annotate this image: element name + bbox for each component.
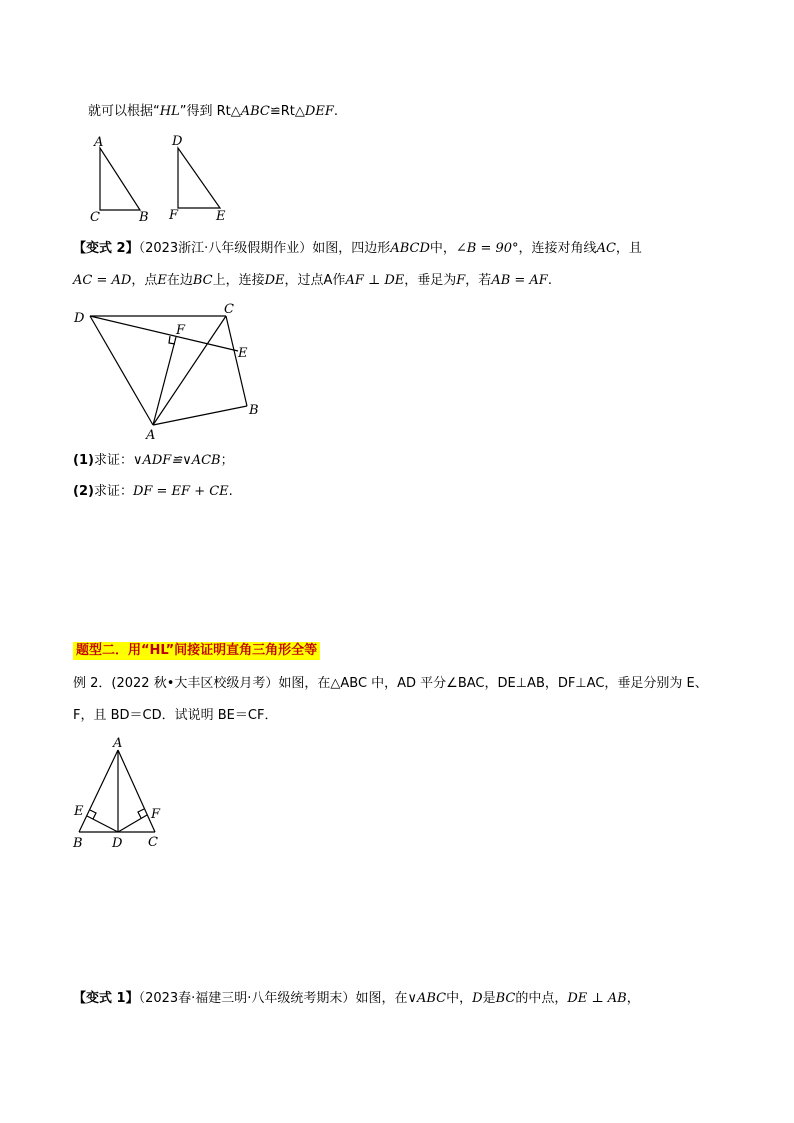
label-e: E bbox=[238, 346, 248, 361]
label-d: D bbox=[172, 134, 183, 149]
math-bc: BC bbox=[495, 991, 516, 1006]
math-ac: AC bbox=[596, 241, 616, 256]
section-heading: 题型二．用“HL”间接证明直角三角形全等 bbox=[73, 642, 320, 660]
label-f: F bbox=[169, 208, 179, 223]
math-perp: AF ⊥ DE bbox=[345, 273, 405, 288]
label-e: E bbox=[216, 209, 226, 224]
seg-df bbox=[118, 815, 147, 832]
seg-de bbox=[87, 816, 118, 832]
math-point: E bbox=[157, 273, 167, 288]
label-b: B bbox=[73, 836, 83, 851]
math-bc: BC bbox=[192, 273, 213, 288]
label-d: D bbox=[74, 311, 85, 326]
text-segment: 的中点， bbox=[515, 991, 568, 1006]
label-a: A bbox=[146, 428, 156, 443]
text-segment: . bbox=[333, 104, 338, 119]
label-c: C bbox=[90, 210, 100, 225]
label-b: B bbox=[139, 210, 149, 225]
math-de: DE bbox=[264, 273, 285, 288]
text-segment: 如图，四边形 bbox=[312, 241, 391, 256]
seg-ab bbox=[79, 750, 118, 832]
text-segment: ≌Rt△ bbox=[269, 104, 305, 119]
math-perp: DE ⊥ AB bbox=[567, 991, 627, 1006]
question-expression: DF = EF + CE bbox=[132, 484, 229, 499]
example2-line2: F，且 BD＝CD．试说明 BE＝CF． bbox=[73, 708, 278, 723]
example2-line1: 例 2．(2022 秋•大丰区校级月考）如图，在△ABC 中，AD 平分∠BAC，DE⊥AB，DF⊥AC，垂足分别为 E、 bbox=[73, 676, 708, 691]
question-text: 求证： bbox=[93, 484, 133, 499]
question-expression: ∨ADF≌∨ACB bbox=[132, 453, 221, 468]
math-triangle: ∨ABC bbox=[407, 991, 447, 1006]
math-point: D bbox=[472, 991, 483, 1006]
text-segment: ，连接对角线 bbox=[518, 241, 597, 256]
triangle-def: DEF bbox=[304, 104, 334, 119]
math-eq: AB = AF bbox=[491, 273, 548, 288]
seg-ac bbox=[118, 750, 155, 832]
variant-tag: 【变式 2】 bbox=[73, 241, 139, 256]
label-c: C bbox=[224, 302, 234, 317]
hl-term: HL bbox=[159, 104, 180, 119]
math-point: F bbox=[456, 273, 466, 288]
label-a: A bbox=[94, 135, 104, 150]
text-segment: 如图，在 bbox=[355, 991, 408, 1006]
text-segment: 就可以根据“ bbox=[88, 104, 160, 119]
label-f: F bbox=[176, 323, 186, 338]
math-quad: ABCD bbox=[390, 241, 430, 256]
text-segment: 是 bbox=[482, 991, 496, 1006]
text-segment: . bbox=[547, 273, 552, 288]
source-note: （2023春·福建三明·八年级统考期末） bbox=[138, 991, 356, 1006]
text-segment: ，点 bbox=[131, 273, 158, 288]
label-e: E bbox=[74, 804, 84, 819]
variant1-line1 bbox=[73, 990, 640, 1008]
variant-tag: 【变式 1】 bbox=[73, 991, 139, 1006]
text-segment: 中， bbox=[429, 241, 456, 256]
label-a: A bbox=[113, 736, 123, 751]
text-segment: 在边 bbox=[166, 273, 193, 288]
label-b: B bbox=[249, 403, 259, 418]
text-segment: ，且 bbox=[615, 241, 642, 256]
question-number: (1) bbox=[73, 453, 94, 468]
text-segment: ，若 bbox=[465, 273, 492, 288]
text-segment: ，垂足为 bbox=[404, 273, 457, 288]
math-angle: ∠B = 90° bbox=[455, 241, 519, 256]
label-c: C bbox=[148, 835, 158, 850]
triangle-abc: ABC bbox=[240, 104, 270, 119]
question-number: (2) bbox=[73, 484, 94, 499]
text-segment: ； bbox=[220, 453, 234, 468]
label-f: F bbox=[151, 807, 161, 822]
math-eq: AC = AD bbox=[73, 273, 132, 288]
text-segment: 中， bbox=[446, 991, 473, 1006]
text-segment: ，过点A作 bbox=[284, 273, 346, 288]
text-segment: ”得到 Rt△ bbox=[179, 104, 241, 119]
text-segment: 上，连接 bbox=[212, 273, 265, 288]
source-note: （2023浙江·八年级假期作业） bbox=[138, 241, 313, 256]
text-segment: . bbox=[228, 484, 233, 499]
question-text: 求证： bbox=[93, 453, 133, 468]
label-d: D bbox=[112, 836, 123, 851]
text-segment: ， bbox=[626, 991, 640, 1006]
